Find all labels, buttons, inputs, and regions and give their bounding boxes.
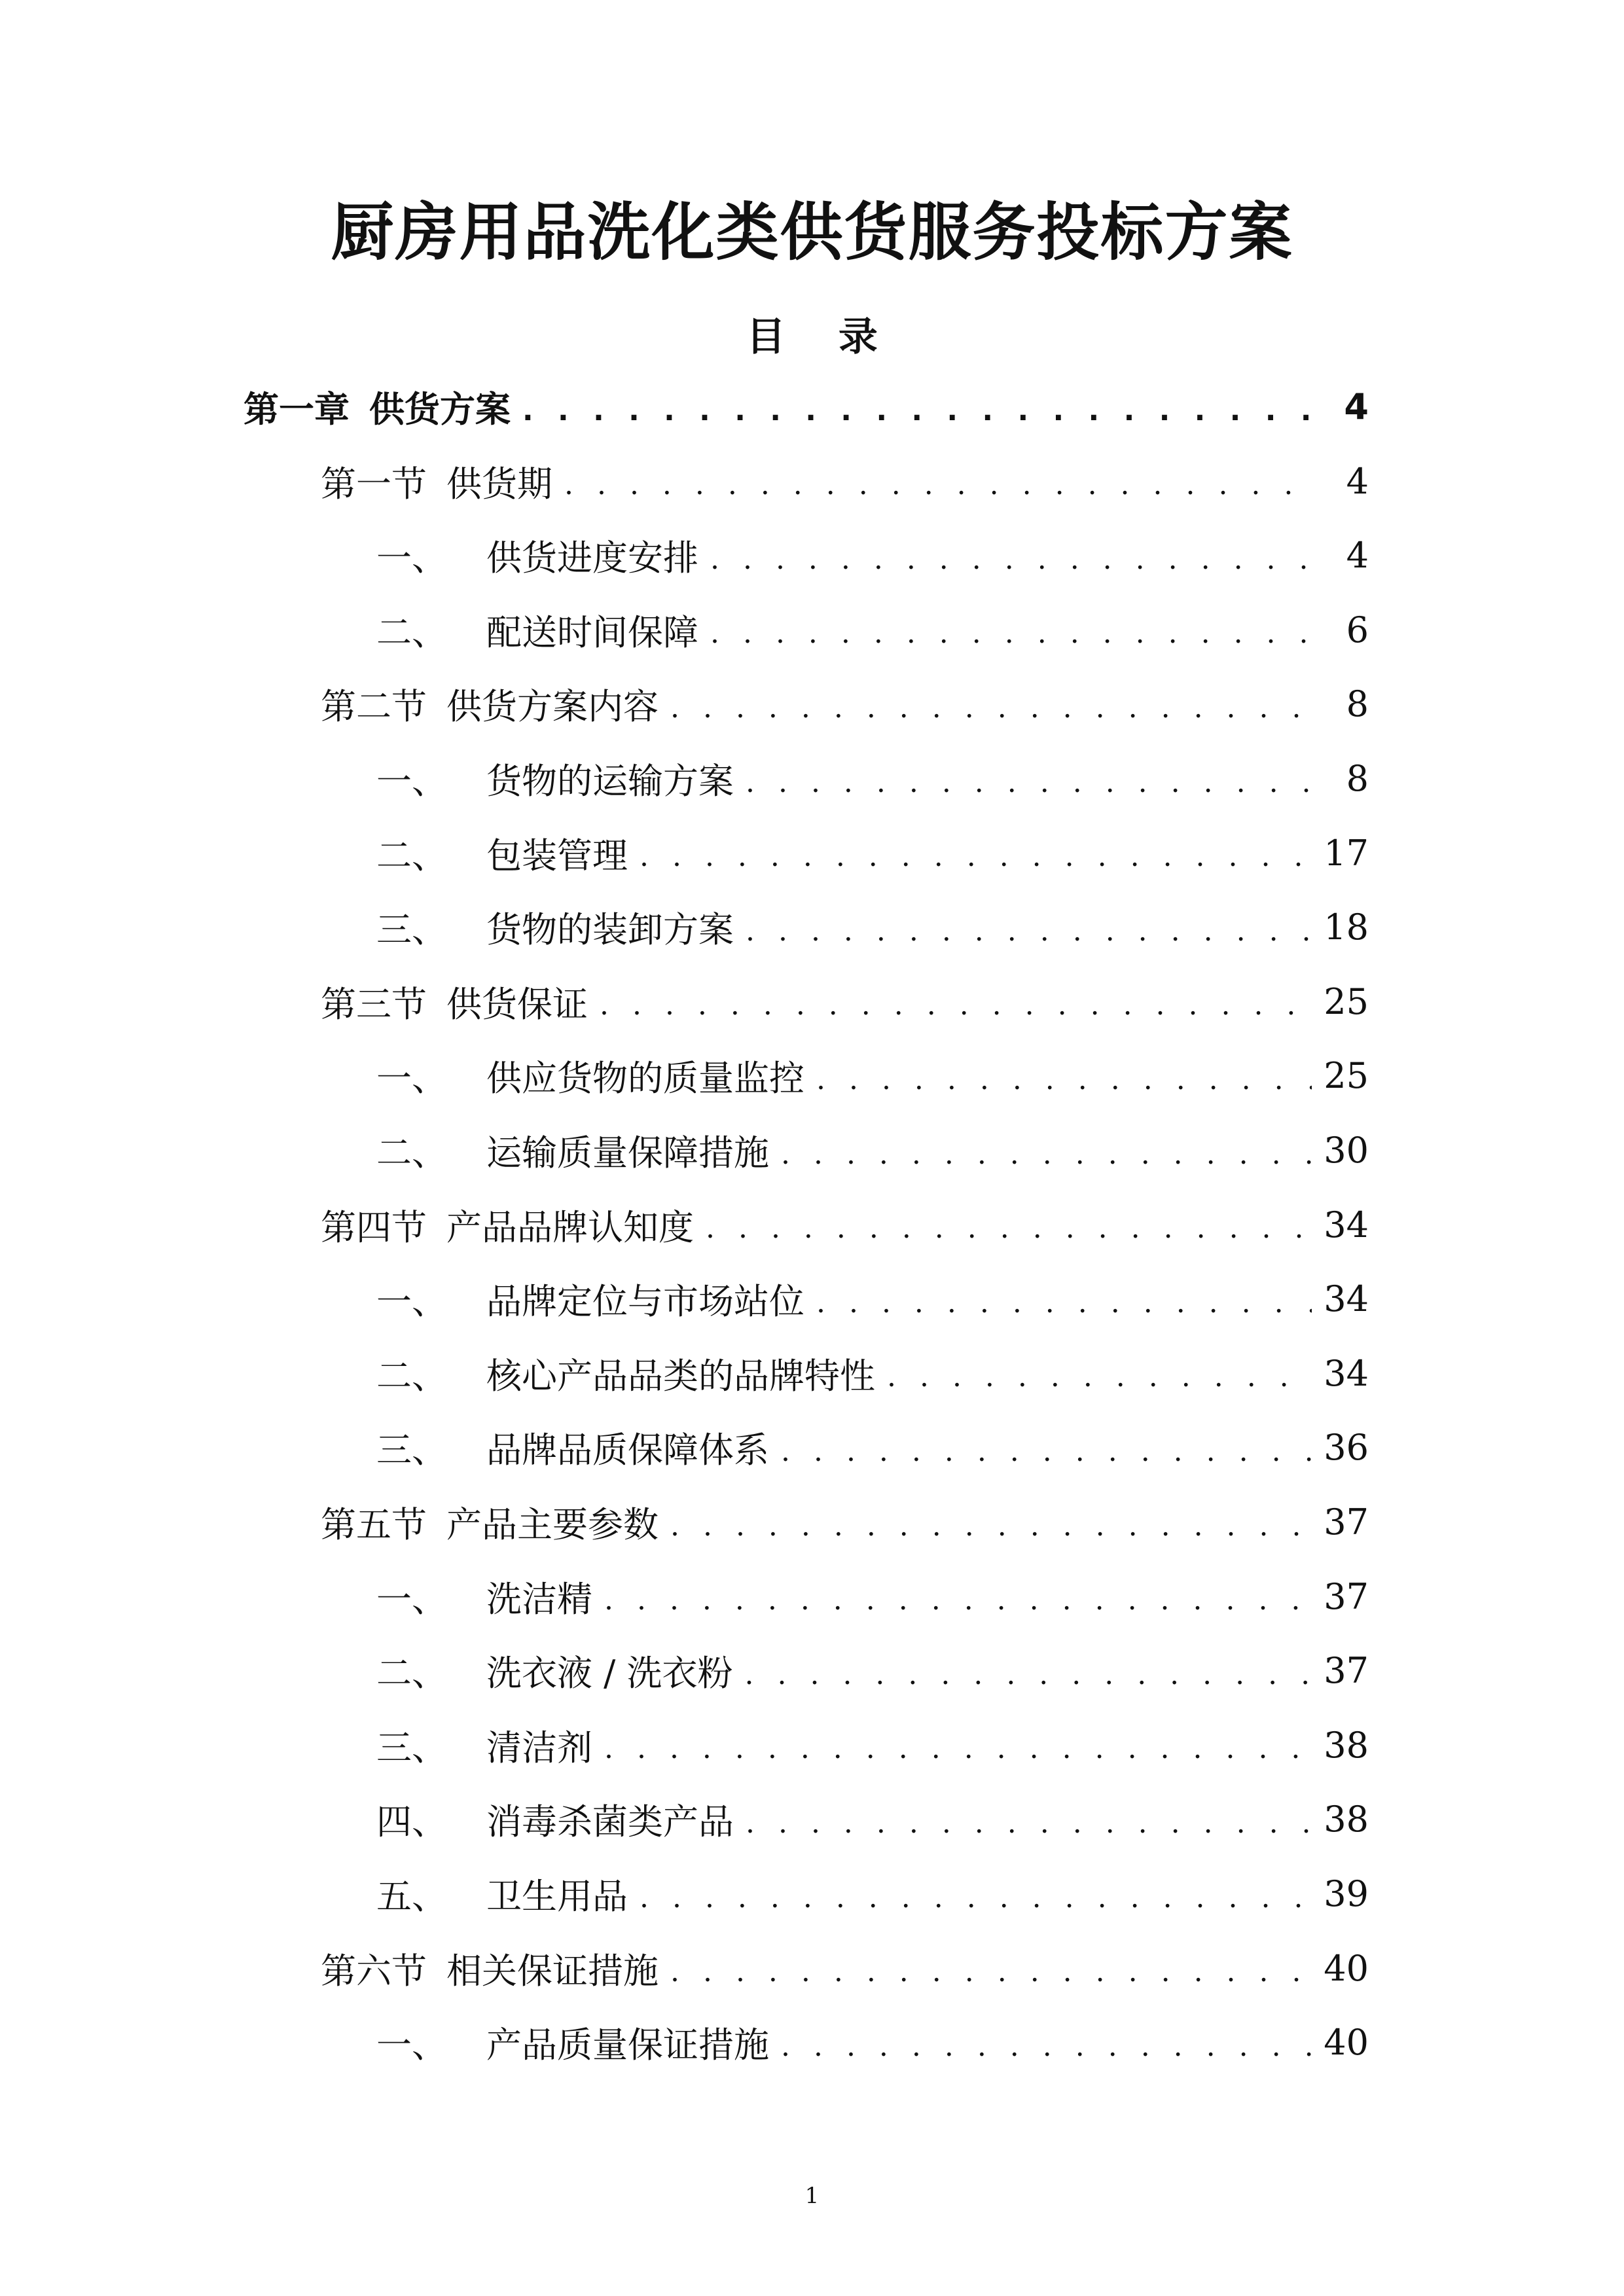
toc-entry-page: 37 bbox=[1324, 1650, 1369, 1692]
toc-entry-page: 37 bbox=[1324, 1501, 1369, 1543]
toc-entry-label: 品牌品质保障体系 bbox=[486, 1429, 769, 1471]
toc-entry-label: 供货方案 bbox=[369, 389, 511, 430]
toc-leader-dots bbox=[670, 691, 1318, 726]
toc-entry[interactable] bbox=[376, 1857, 1369, 1931]
toc-entry-number: 第一章 bbox=[244, 389, 350, 430]
toc-leader-dots bbox=[781, 1434, 1312, 1469]
toc-entry-label: 洗衣液 / 洗衣粉 bbox=[486, 1653, 733, 1695]
toc-leader-dots bbox=[746, 765, 1318, 800]
toc-entry-number: 二、 bbox=[376, 1355, 447, 1397]
toc-entry-number: 二、 bbox=[376, 1653, 447, 1695]
toc-entry-label: 消毒杀菌类产品 bbox=[486, 1801, 734, 1843]
toc-entry-label: 洗洁精 bbox=[486, 1578, 592, 1620]
toc-entry[interactable] bbox=[376, 1410, 1369, 1484]
toc-entry[interactable] bbox=[321, 444, 1369, 518]
toc-leader-dots bbox=[887, 1359, 1312, 1395]
toc-entry[interactable] bbox=[376, 1039, 1369, 1113]
toc-entry-label: 品牌定位与市场站位 bbox=[486, 1281, 804, 1323]
toc-entry[interactable] bbox=[376, 1113, 1369, 1187]
toc-entry-page: 39 bbox=[1324, 1873, 1369, 1914]
toc-entry-number: 五、 bbox=[376, 1876, 447, 1917]
toc-entry-number: 第四节 bbox=[321, 1206, 427, 1248]
toc-entry-page: 8 bbox=[1346, 683, 1369, 725]
toc-entry[interactable] bbox=[321, 1188, 1369, 1262]
toc-entry-label: 供货进度安排 bbox=[486, 537, 698, 579]
toc-entry-page: 34 bbox=[1324, 1352, 1369, 1394]
toc-leader-dots bbox=[604, 1583, 1312, 1618]
toc-entry-label: 产品主要参数 bbox=[446, 1504, 659, 1545]
toc-entry-page: 6 bbox=[1346, 609, 1369, 651]
toc-leader-dots bbox=[746, 1806, 1312, 1841]
toc-entry-number: 二、 bbox=[376, 611, 447, 653]
toc-leader-dots bbox=[745, 1657, 1312, 1693]
toc-entry[interactable] bbox=[376, 742, 1369, 816]
toc-entry[interactable] bbox=[376, 1782, 1369, 1856]
toc-entry-number: 第三节 bbox=[321, 983, 427, 1025]
toc-leader-dots bbox=[706, 1211, 1312, 1246]
toc-entry-page: 17 bbox=[1324, 832, 1369, 874]
toc-entry-page: 25 bbox=[1324, 1055, 1369, 1097]
toc-entry[interactable] bbox=[376, 890, 1369, 964]
toc-entry[interactable] bbox=[376, 816, 1369, 890]
toc-entry-label: 供应货物的质量监控 bbox=[486, 1058, 804, 1100]
toc-entry-number: 一、 bbox=[376, 1058, 447, 1100]
toc-leader-dots bbox=[564, 467, 1318, 503]
toc-entry-number: 一、 bbox=[376, 761, 447, 802]
toc-entry[interactable] bbox=[376, 518, 1369, 592]
toc-entry-page: 18 bbox=[1324, 906, 1369, 948]
toc-entry-label: 核心产品品类的品牌特性 bbox=[486, 1355, 875, 1397]
toc-leader-dots bbox=[710, 616, 1318, 651]
toc-entry-page: 38 bbox=[1324, 1724, 1369, 1766]
toc-entry-number: 第六节 bbox=[321, 1950, 427, 1992]
toc-entry-page: 40 bbox=[1324, 2022, 1369, 2064]
toc-entry-label: 产品品牌认知度 bbox=[446, 1206, 694, 1248]
toc-entry-number: 第二节 bbox=[321, 686, 427, 728]
toc-entry-label: 运输质量保障措施 bbox=[486, 1132, 769, 1174]
toc-entry-page: 34 bbox=[1324, 1278, 1369, 1320]
document-title: 厨房用品洗化类供货服务投标方案 bbox=[331, 196, 1293, 269]
toc-entry[interactable] bbox=[376, 2005, 1369, 2079]
toc-entry-number: 一、 bbox=[376, 1281, 447, 1323]
toc-heading: 目 录 bbox=[746, 314, 897, 360]
toc-entry-number: 二、 bbox=[376, 1132, 447, 1174]
toc-entry-number: 三、 bbox=[376, 1429, 447, 1471]
toc-leader-dots bbox=[781, 2029, 1312, 2064]
toc-entry[interactable] bbox=[376, 1560, 1369, 1634]
toc-entry-page: 25 bbox=[1324, 980, 1369, 1022]
toc-entry-page: 4 bbox=[1346, 460, 1369, 502]
toc-leader-dots bbox=[640, 1880, 1312, 1916]
toc-entry-label: 产品质量保证措施 bbox=[486, 2024, 769, 2066]
toc-entry[interactable] bbox=[376, 1262, 1369, 1336]
toc-leader-dots bbox=[640, 839, 1312, 874]
toc-entry-label: 包装管理 bbox=[486, 834, 628, 876]
toc-entry[interactable] bbox=[376, 1708, 1369, 1782]
toc-entry-page: 30 bbox=[1324, 1130, 1369, 1171]
toc-entry-page: 40 bbox=[1324, 1947, 1369, 1989]
toc-entry-number: 一、 bbox=[376, 2024, 447, 2066]
toc-leader-dots bbox=[781, 1137, 1312, 1172]
toc-entry-number: 一、 bbox=[376, 1578, 447, 1620]
toc-entry-number: 三、 bbox=[376, 1727, 447, 1768]
toc-entry-label: 配送时间保障 bbox=[486, 611, 698, 653]
toc-leader-dots bbox=[522, 393, 1318, 429]
toc-entry[interactable] bbox=[321, 667, 1369, 741]
page-number: 1 bbox=[804, 2183, 820, 2209]
toc-entry-page: 8 bbox=[1346, 758, 1369, 799]
toc-entry-label: 货物的运输方案 bbox=[486, 761, 734, 802]
toc-leader-dots bbox=[604, 1731, 1312, 1767]
toc-entry-number: 三、 bbox=[376, 909, 447, 951]
toc-entry-label: 清洁剂 bbox=[486, 1727, 592, 1768]
toc-entry-label: 货物的装卸方案 bbox=[486, 909, 734, 951]
toc-entry-page: 4 bbox=[1344, 386, 1369, 427]
toc-entry-page: 37 bbox=[1324, 1575, 1369, 1617]
toc-entry[interactable] bbox=[321, 1931, 1369, 2005]
toc-entry[interactable] bbox=[321, 1485, 1369, 1559]
toc-entry[interactable] bbox=[376, 1336, 1369, 1410]
toc-entry-number: 四、 bbox=[376, 1801, 447, 1843]
toc-entry-label: 供货期 bbox=[446, 463, 552, 505]
toc-entry-label: 供货保证 bbox=[446, 983, 588, 1025]
toc-entry[interactable] bbox=[321, 965, 1369, 1039]
toc-entry-page: 34 bbox=[1324, 1204, 1369, 1246]
toc-entry[interactable] bbox=[376, 1634, 1369, 1708]
toc-entry-number: 第五节 bbox=[321, 1504, 427, 1545]
toc-entry-number: 二、 bbox=[376, 834, 447, 876]
toc-leader-dots bbox=[816, 1062, 1312, 1098]
toc-leader-dots bbox=[600, 988, 1312, 1023]
toc-entry-label: 供货方案内容 bbox=[446, 686, 659, 728]
toc-entry-label: 相关保证措施 bbox=[446, 1950, 659, 1992]
toc-entry-page: 36 bbox=[1324, 1427, 1369, 1469]
toc-leader-dots bbox=[746, 914, 1312, 949]
toc-leader-dots bbox=[710, 542, 1318, 577]
toc-entry-page: 4 bbox=[1346, 535, 1369, 577]
toc-leader-dots bbox=[816, 1285, 1312, 1321]
toc-entry[interactable] bbox=[244, 370, 1369, 444]
toc-entry-label: 卫生用品 bbox=[486, 1876, 628, 1917]
toc-leader-dots bbox=[670, 1954, 1312, 1990]
toc-entry-number: 第一节 bbox=[321, 463, 427, 505]
toc-entry-page: 38 bbox=[1324, 1799, 1369, 1840]
toc-entry[interactable] bbox=[376, 593, 1369, 667]
toc-leader-dots bbox=[670, 1509, 1312, 1544]
toc-entry-number: 一、 bbox=[376, 537, 447, 579]
